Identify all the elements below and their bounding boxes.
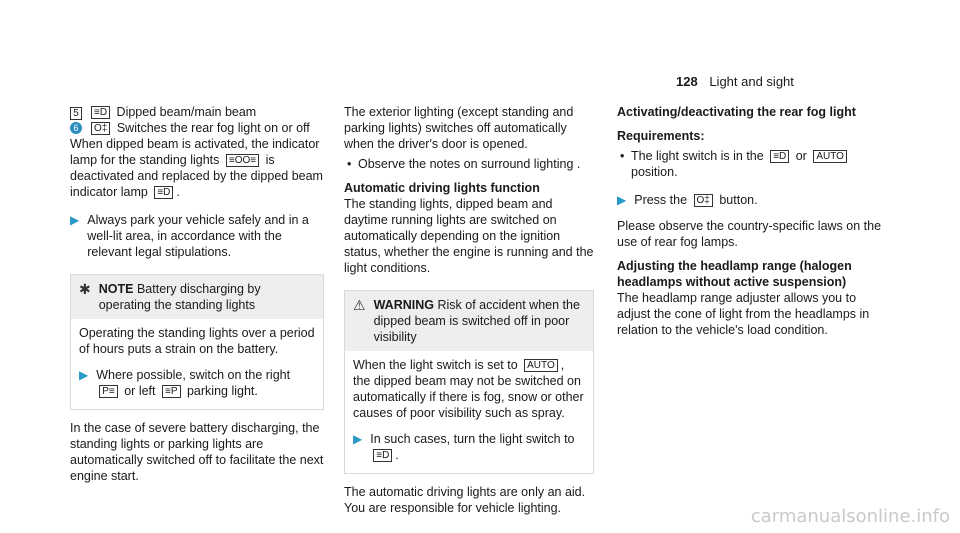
auto-light-icon: AUTO <box>813 150 847 163</box>
requirements-list <box>617 148 887 180</box>
dipped-beam-icon: ≡D <box>154 186 173 199</box>
step-text: parking light. <box>186 384 258 398</box>
step-arrow-icon: ▶ <box>617 193 627 207</box>
note-title: NOTE <box>98 282 134 296</box>
standing-lights-icon: ≡OO≡ <box>226 154 259 167</box>
note-body-text: Operating the standing lights over a period of hours puts a strain on the battery. <box>79 326 315 356</box>
bullet-list <box>344 156 594 172</box>
page-header <box>676 74 794 89</box>
column-1 <box>70 104 324 484</box>
requirements-label: Requirements: <box>617 129 705 143</box>
step-text: In such cases, turn the light switch to <box>370 432 575 446</box>
headlamp-range-paragraph: The headlamp range adjuster allows you to adjust the cone of light from the headlamps in relation to the vehicle's load condition. <box>617 291 870 337</box>
instruction-step <box>617 192 887 208</box>
req-text: or <box>795 149 807 163</box>
left-parking-light-icon: ≡P <box>162 385 181 398</box>
section-heading: Automatic driving lights function <box>344 181 540 195</box>
section-heading: Adjusting the headlamp range (halogen headlamps without active suspension) <box>617 259 852 289</box>
item-6 <box>70 120 324 136</box>
item-5-number: 5 <box>70 107 82 120</box>
section-title: Light and sight <box>709 74 794 89</box>
item-6-number: 6 <box>70 122 82 134</box>
bullet-item: • Observe the notes on surround lighting . <box>358 156 594 172</box>
warning-body <box>345 351 593 473</box>
step-text: Always park your vehicle safely and in a well-lit area, in accordance with the relevant legal stipulations. <box>87 213 309 259</box>
step-text: button. <box>719 193 758 207</box>
item-6-text: Switches the rear fog light on or off <box>116 121 310 135</box>
warning-box <box>344 290 594 474</box>
rear-fog-light-icon: O‡ <box>91 122 110 135</box>
warning-head: Risk of accident when the dipped beam is switched off in poor visibility <box>373 298 580 344</box>
step-text: or left <box>124 384 156 398</box>
step-arrow-icon: ▶ <box>70 213 80 227</box>
note-body <box>71 319 323 409</box>
item-5 <box>70 104 324 120</box>
dipped-beam-icon: ≡D <box>373 449 392 462</box>
dipped-beam-icon: ≡D <box>770 150 789 163</box>
battery-paragraph: In the case of severe battery discharging, the standing lights or parking lights are automatically switched off to facilitate the next engine start. <box>70 421 324 483</box>
step-arrow-icon: ▶ <box>353 432 363 446</box>
note-step <box>79 367 315 399</box>
step-text: Press the <box>634 193 688 207</box>
section-heading: Activating/deactivating the rear fog light <box>617 105 856 119</box>
item-5-text: Dipped beam/main beam <box>116 105 257 119</box>
para-text: is deactivated and replaced by the dipped beam indicator lamp <box>70 153 323 199</box>
column-3 <box>617 104 887 338</box>
requirement-item <box>631 148 887 180</box>
note-header <box>71 275 323 319</box>
note-icon: ✱ <box>79 281 91 297</box>
instruction-step <box>70 212 324 260</box>
exterior-lighting-paragraph: The exterior lighting (except standing and parking lights) switches off automatically when the driver's door is opened. <box>344 105 574 151</box>
aid-paragraph: The automatic driving lights are only an aid. You are responsible for vehicle lighting. <box>344 485 586 515</box>
warning-text: When the light switch is set to <box>353 358 518 372</box>
req-text: The light switch is in the <box>631 149 764 163</box>
page-number: 128 <box>676 74 698 89</box>
step-text: Where possible, switch on the right <box>96 368 291 382</box>
note-box <box>70 274 324 410</box>
warning-triangle-icon: ⚠ <box>353 297 366 313</box>
rear-fog-light-icon: O‡ <box>694 194 713 207</box>
para-text: When dipped beam is activated, the indicator lamp for the standing lights <box>70 137 320 167</box>
warning-step: ▶ In such cases, turn the light switch to ≡D . <box>353 432 575 462</box>
laws-paragraph: Please observe the country-specific laws on the use of rear fog lamps. <box>617 219 882 249</box>
auto-light-icon: AUTO <box>524 359 558 372</box>
column-2 <box>344 104 594 516</box>
standing-lights-paragraph: When dipped beam is activated, the indicator lamp for the standing lights ≡OO≡ is deactivated and replaced by the dipped beam indicator lamp ≡D . <box>70 137 323 199</box>
warning-text: , the dipped beam may not be switched on automatically if there is fog, snow or other causes of poor visibility such as spray. <box>353 358 584 420</box>
automatic-lights-paragraph: The standing lights, dipped beam and daytime running lights are switched on automatically depending on the ignition status, whether the engine is running and the light conditions. <box>344 197 594 275</box>
dipped-beam-icon: ≡D <box>91 106 110 119</box>
step-arrow-icon: ▶ <box>79 368 89 382</box>
warning-title: WARNING <box>373 298 434 312</box>
right-parking-light-icon: P≡ <box>99 385 118 398</box>
watermark: carmanualsonline.info <box>750 506 950 527</box>
note-head: Battery discharging by operating the standing lights <box>98 282 261 312</box>
warning-header <box>345 291 593 351</box>
req-text: position. <box>631 165 678 179</box>
